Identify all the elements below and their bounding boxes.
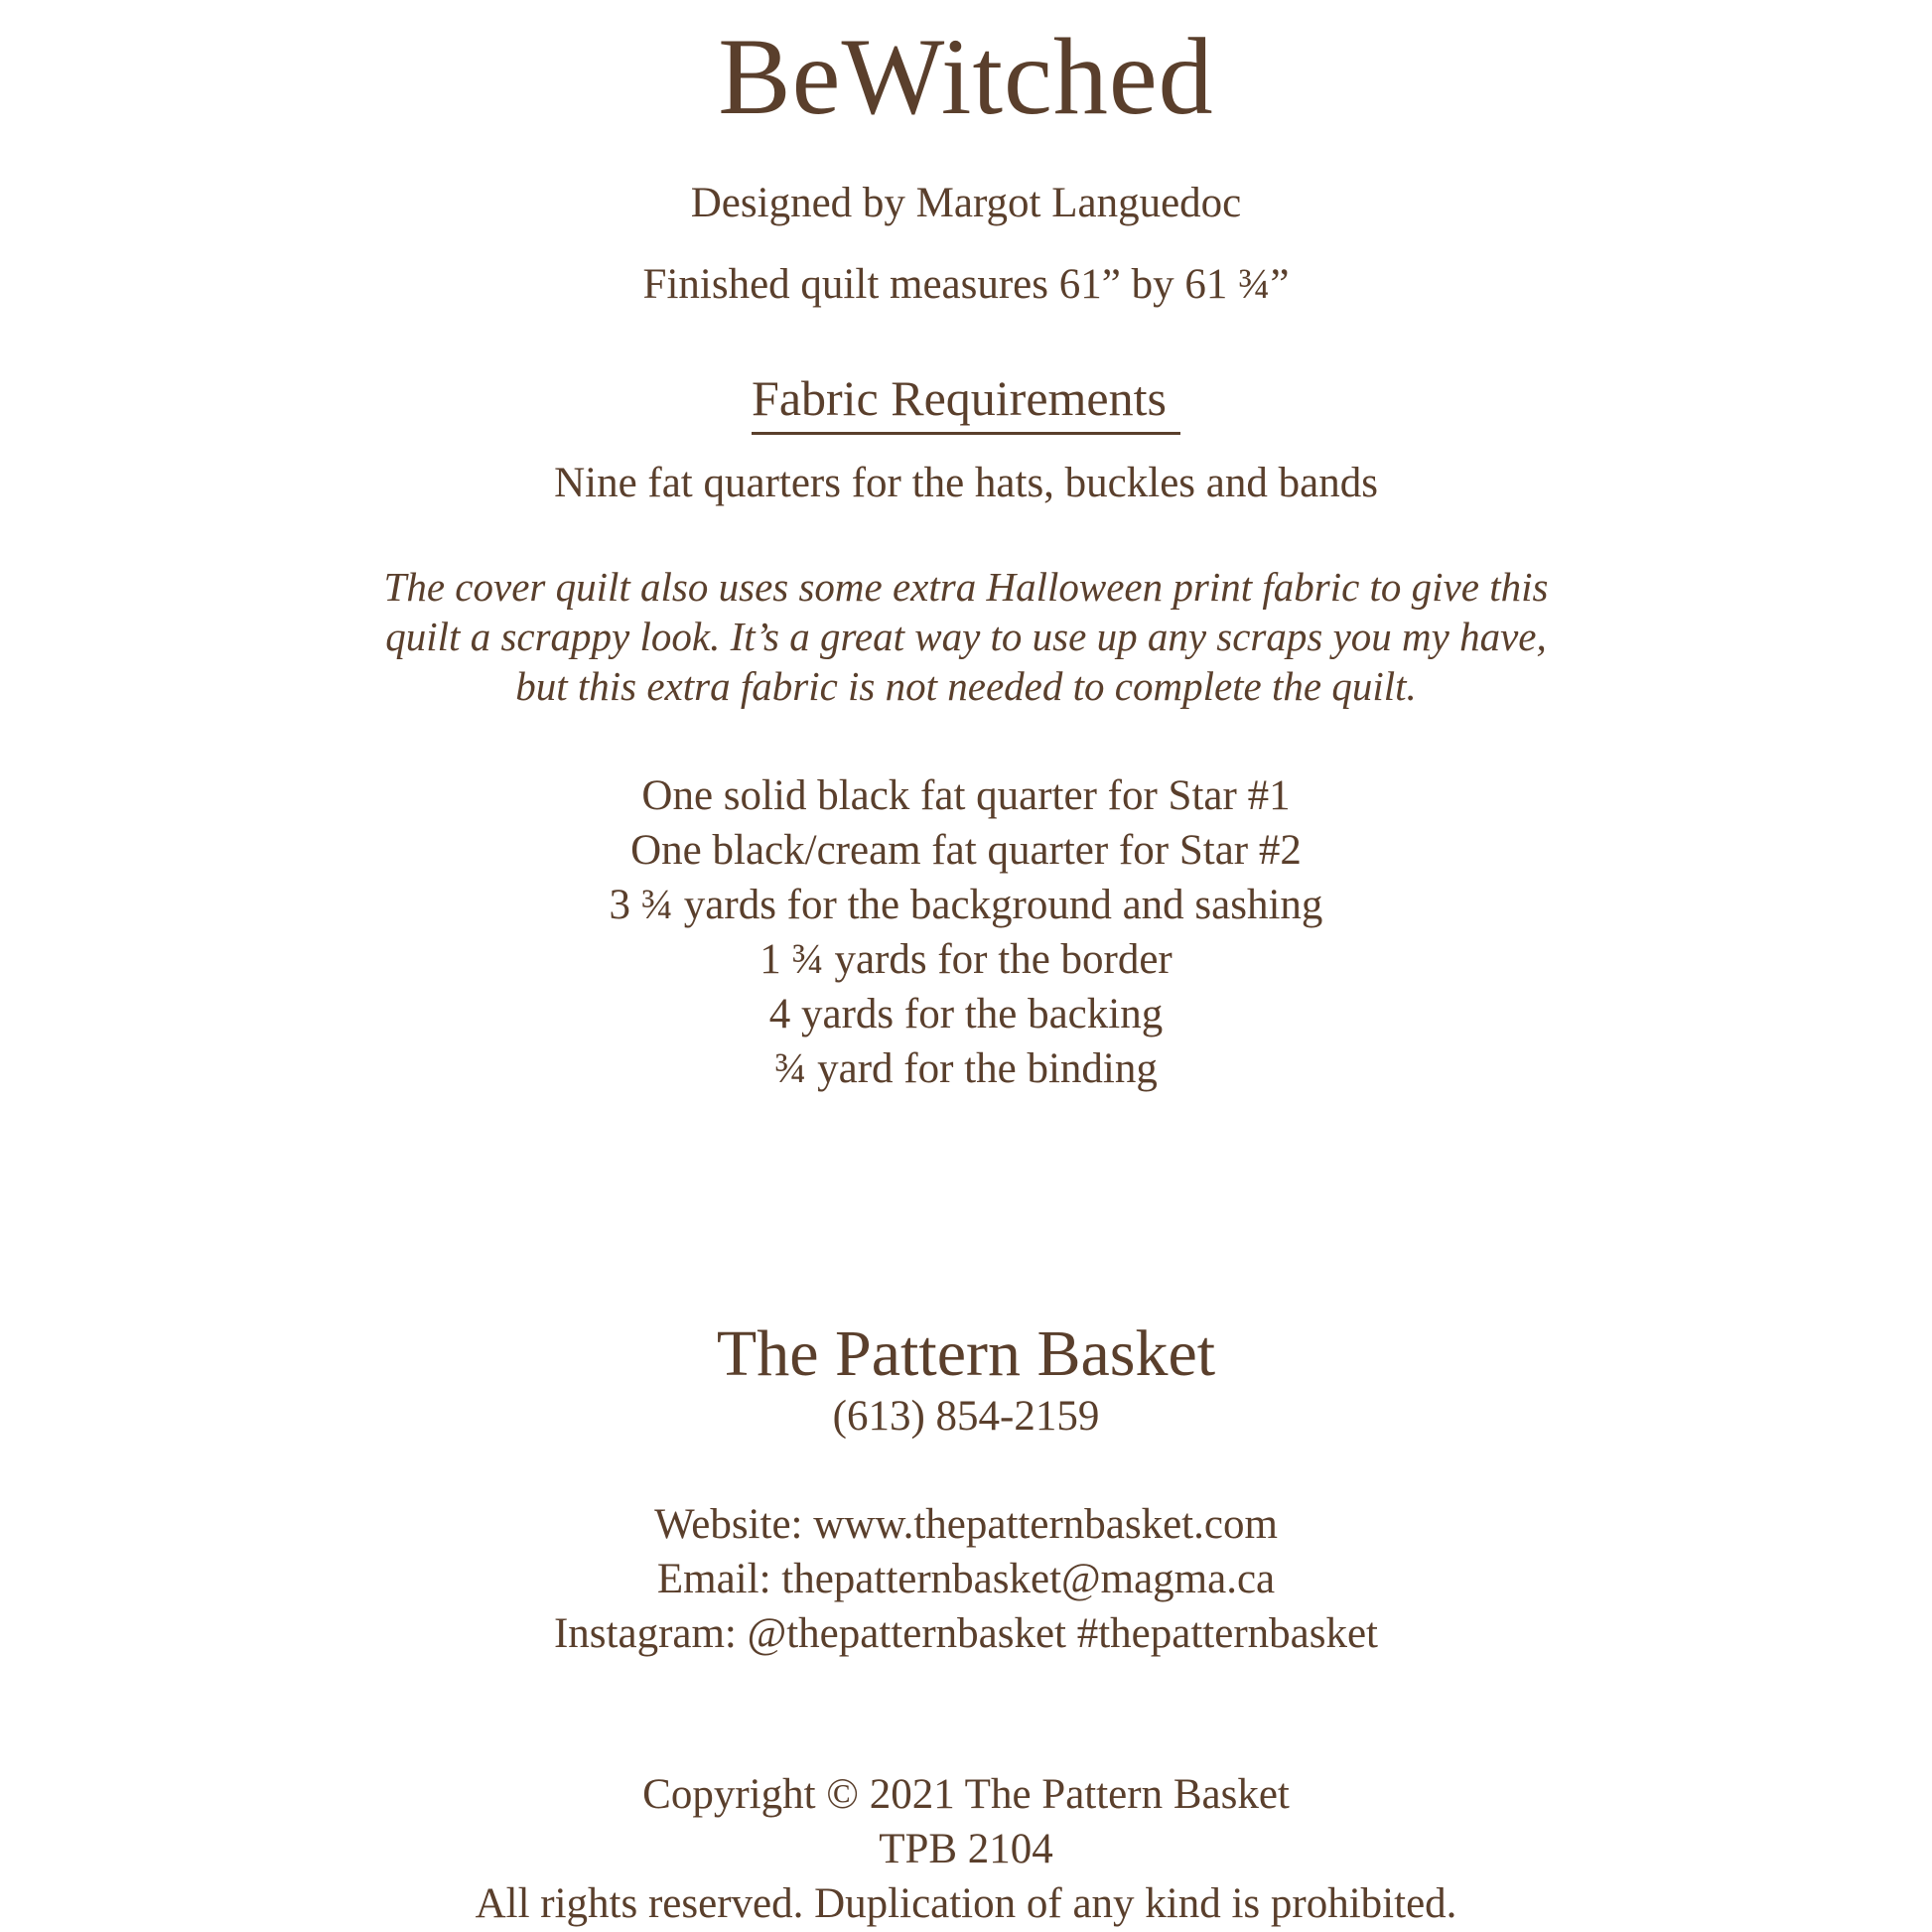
website-line: Website: www.thepatternbasket.com	[654, 1501, 1278, 1548]
requirement-item: ¾ yard for the binding	[774, 1045, 1158, 1092]
requirement-item: 4 yards for the backing	[768, 991, 1164, 1037]
instagram-line: Instagram: @thepatternbasket #thepatternbasket	[553, 1610, 1379, 1657]
quilt-measurements: Finished quilt measures 61” by 61 ¾”	[642, 261, 1290, 308]
pattern-title: BeWitched	[718, 16, 1214, 137]
fabric-heading-row	[0, 369, 1932, 435]
requirement-item: One black/cream fat quarter for Star #2	[630, 827, 1302, 874]
requirement-item: One solid black fat quarter for Star #1	[641, 772, 1291, 819]
note-line: quilt a scrappy look. It’s a great way to use up any scraps you my have,	[385, 614, 1547, 659]
extra-fabric-note	[0, 562, 1932, 711]
contact-info	[0, 1497, 1932, 1661]
designer-credit: Designed by Margot Languedoc	[690, 180, 1242, 226]
rights-notice: All rights reserved. Duplication of any kind is prohibited.	[475, 1880, 1457, 1927]
company-phone: (613) 854-2159	[832, 1393, 1100, 1440]
requirement-item: 3 ¾ yards for the background and sashing	[609, 882, 1323, 928]
copyright-block	[0, 1767, 1932, 1931]
copyright-line: Copyright © 2021 The Pattern Basket	[642, 1771, 1290, 1818]
requirement-item: 1 ¾ yards for the border	[759, 936, 1173, 983]
fat-quarters-requirement: Nine fat quarters for the hats, buckles and bands	[554, 460, 1378, 506]
note-line: The cover quilt also uses some extra Halloween print fabric to give this	[383, 564, 1549, 610]
requirements-list	[0, 768, 1932, 1096]
pattern-code: TPB 2104	[879, 1826, 1053, 1872]
email-line: Email: thepatternbasket@magma.ca	[656, 1556, 1276, 1602]
company-name: The Pattern Basket	[716, 1317, 1216, 1390]
note-line: but this extra fabric is not needed to complete the quilt.	[515, 663, 1417, 709]
fabric-requirements-heading: Fabric Requirements	[752, 371, 1180, 435]
